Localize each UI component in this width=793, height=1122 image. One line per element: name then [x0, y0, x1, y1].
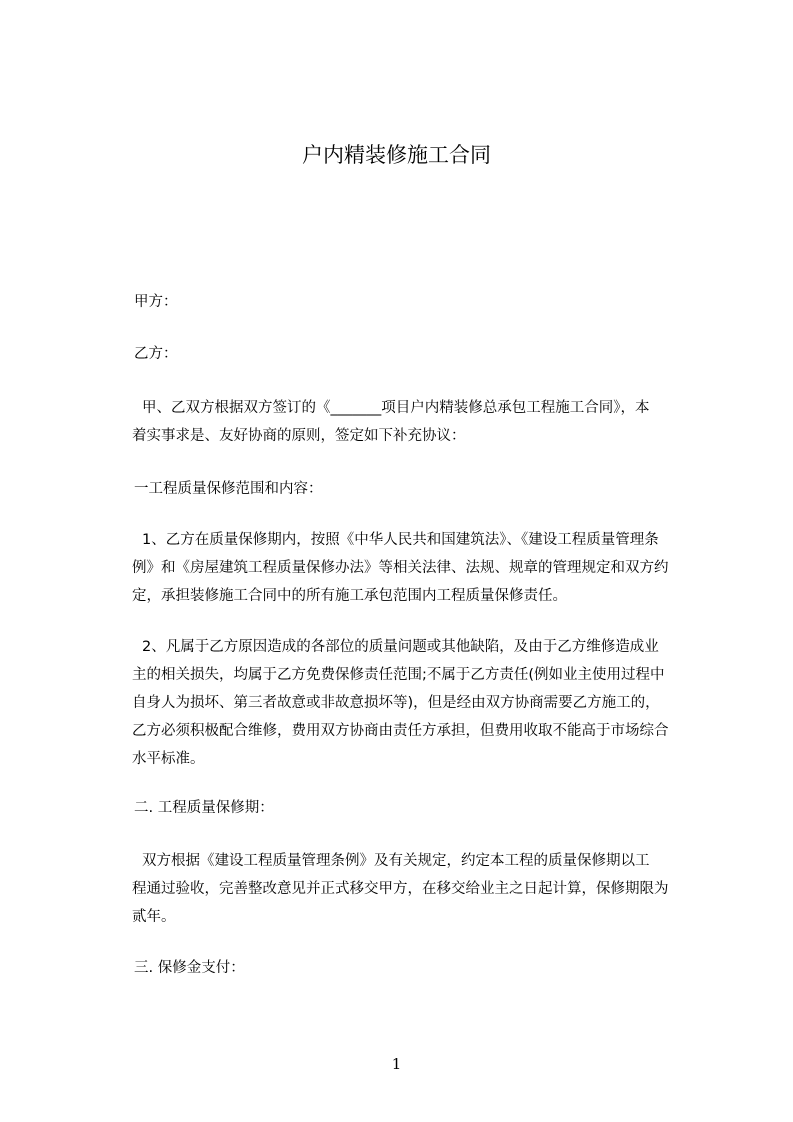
section-2-body	[134, 847, 704, 931]
section-2-heading	[134, 794, 704, 822]
party-a-text: 甲方：	[134, 294, 178, 310]
party-b-text: 乙方：	[134, 346, 178, 362]
paragraph-line: 贰年。	[132, 909, 176, 925]
paragraph-line: 主的相关损失，均属于乙方免费保修责任范围;不属于乙方责任(例如业主使用过程中	[132, 667, 665, 683]
intro-line: 着实事求是、友好协商的原则，签定如下补充协议：	[132, 428, 466, 444]
paragraph-line: 双方根据《建设工程质量管理条例》及有关规定，约定本工程的质量保修期以工	[142, 853, 650, 869]
intro-paragraph	[134, 394, 704, 450]
paragraph-line: 例》和《房屋建筑工程质量保修办法》等相关法律、法规、规章的管理规定和双方约	[132, 560, 669, 576]
section-heading-text: 一工程质量保修范围和内容：	[134, 481, 323, 497]
intro-line: 甲、乙双方根据双方签订的《_______项目户内精装修总承包工程施工合同》，本	[142, 400, 650, 416]
paragraph-line: 程通过验收，完善整改意见并正式移交甲方，在移交给业主之日起计算，保修期限为	[132, 881, 669, 897]
page-number: 1	[391, 1055, 402, 1073]
paragraph-line: 2、凡属于乙方原因造成的各部位的质量问题或其他缺陷，及由于乙方维修造成业	[142, 639, 659, 655]
paragraph-line: 1、乙方在质量保修期内，按照《中华人民共和国建筑法》、《建设工程质量管理条	[142, 532, 659, 548]
document-title: 户内精装修施工合同	[302, 143, 491, 167]
party-a-label	[134, 288, 704, 316]
section-heading-text: 三. 保修金支付：	[134, 960, 245, 976]
paragraph-line: 乙方必须积极配合维修，费用双方协商由责任方承担，但费用收取不能高于市场综合	[132, 723, 669, 739]
party-b-label	[134, 340, 704, 368]
paragraph-line: 水平标准。	[132, 751, 205, 767]
section-heading-text: 二. 工程质量保修期：	[134, 800, 274, 816]
section-1-item-1	[134, 526, 704, 610]
section-1-heading	[134, 475, 704, 503]
section-3-heading	[134, 954, 704, 982]
paragraph-line: 定，承担装修施工合同中的所有施工承包范围内工程质量保修责任。	[132, 588, 567, 604]
section-1-item-2	[134, 633, 704, 773]
paragraph-line: 自身人为损坏、第三者故意或非故意损坏等)，但是经由双方协商需要乙方施工的，	[132, 695, 660, 711]
